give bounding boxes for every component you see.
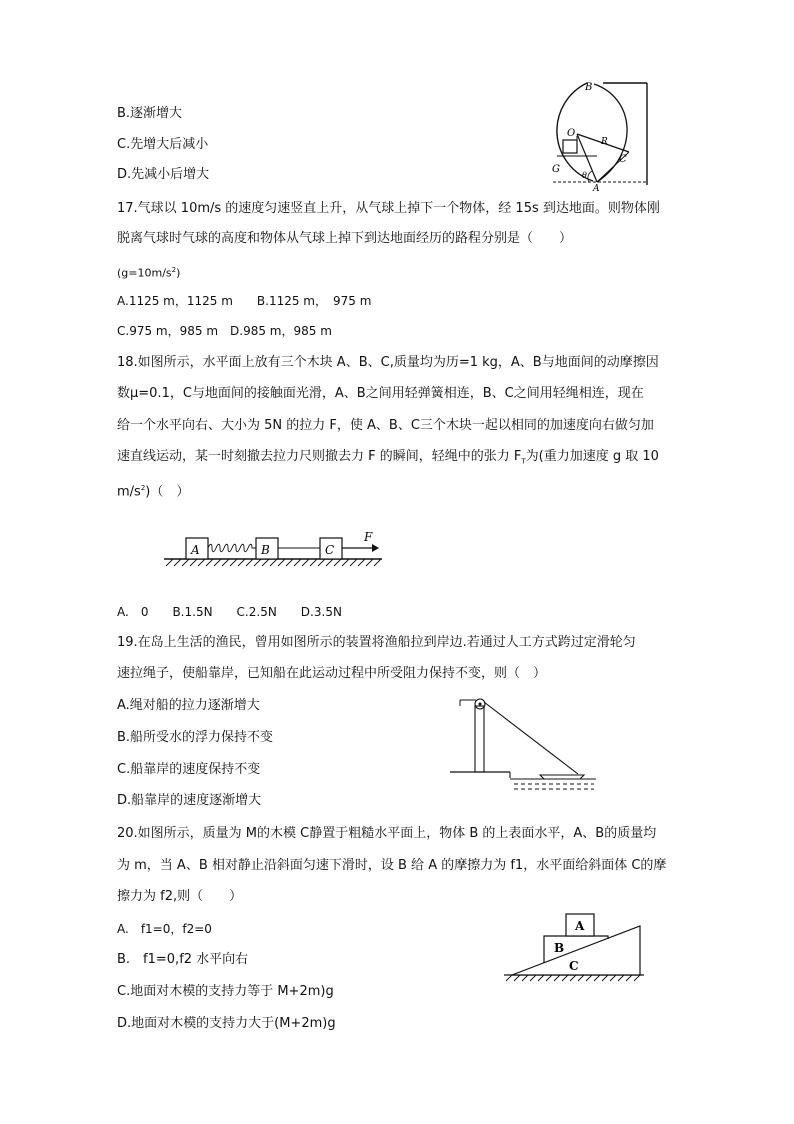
q19-option-a: A.绳对船的拉力逐渐增大 xyxy=(117,698,260,713)
q16-label-g: G xyxy=(552,164,560,175)
q20-label-b: B xyxy=(554,941,565,955)
q20-option-a: A. f1=0，f2=0 xyxy=(117,922,212,936)
q16-label-r: R xyxy=(601,137,608,147)
q16-label-o: O xyxy=(567,128,576,139)
q18-stem-line4: 速直线运动，某一时刻撤去拉力尺则撤去力 F 的瞬间，轻绳中的张力 $F_T$为(重力加速度 g 取 10 xyxy=(117,449,659,466)
q17-stem-line1: 17.气球以 10m/s 的速度匀速竖直上升，从气球上掉下一个物体，经 15s 到达地面。则物体刚 xyxy=(117,201,660,216)
q16-option-c: C.先增大后减小 xyxy=(117,137,209,152)
q16-label-a: A xyxy=(593,184,600,193)
q17-options-ab: A.1125 m，1125 m B.1125 m， 975 m xyxy=(117,294,372,308)
q18-stem-line3: 给一个水平向右、大小为 5N 的拉力 F，使 A、B、C三个木块一起以相同的加速度向右做匀加 xyxy=(117,418,654,433)
q20-stem-line3: 擦力为 f2,则（ ） xyxy=(117,889,243,904)
q18-options: A. 0 B.1.5N C.2.5N D.3.5N xyxy=(117,605,342,619)
q16-label-theta: θ xyxy=(582,171,587,180)
q16-label-b: B xyxy=(585,82,593,93)
q16-label-c: C xyxy=(619,154,627,165)
q18-stem-line1: 18.如图所示，水平面上放有三个木块 A、B、C,质量均为历=1 kg，A、B与地面间的动摩擦因 xyxy=(117,355,659,370)
q20-option-d: D.地面对木模的支持力大于(M+2m)g xyxy=(117,1016,336,1031)
q20-option-b: B. f1=0,f2 水平向右 xyxy=(117,952,249,967)
q20-stem-line2: 为 m，当 A、B 相对静止沿斜面匀速下滑时，设 B 给 A 的摩擦力为 f1，水平面给斜面体 C的摩 xyxy=(117,858,667,873)
q16-option-d: D.先减小后增大 xyxy=(117,167,210,182)
q16-figure xyxy=(545,78,655,193)
q18-stem-line5: $m/s^2$)（ ） xyxy=(117,484,190,500)
q20-stem-line1: 20.如图所示，质量为 M的木模 C静置于粗糙水平面上，物体 B 的上表面水平，A、B的质量均 xyxy=(117,826,657,841)
q20-label-c: C xyxy=(569,959,579,973)
q20-figure xyxy=(500,908,650,986)
q19-option-d: D.船靠岸的速度逐渐增大 xyxy=(117,793,262,808)
q17-g-note: $(g=10m/s^2)$ xyxy=(117,266,181,280)
q17-options-cd: C.975 m，985 m D.985 m，985 m xyxy=(117,324,332,338)
q19-stem-line1: 19.在岛上生活的渔民，曾用如图所示的装置将渔船拉到岸边.若通过人工方式跨过定滑轮匀 xyxy=(117,635,636,650)
q18-stem-line2: 数μ=0.1，C与地面间的接触面光滑，A、B之间用轻弹簧相连，B、C之间用轻绳相连，现在 xyxy=(117,386,644,401)
q19-figure xyxy=(448,688,598,793)
q18-label-a: A xyxy=(191,543,200,557)
q18-label-c: C xyxy=(325,543,335,557)
q19-stem-line2: 速拉绳子，使船靠岸，已知船在此运动过程中所受阻力保持不变，则（ ） xyxy=(117,666,547,681)
q18-label-b: B xyxy=(261,543,270,557)
q18-figure xyxy=(160,528,390,572)
q20-option-c: C.地面对木模的支持力等于 M+2m)g xyxy=(117,984,334,999)
q19-option-c: C.船靠岸的速度保持不变 xyxy=(117,762,261,777)
q20-label-a: A xyxy=(575,919,585,933)
q16-option-b: B.逐渐增大 xyxy=(117,106,183,121)
q19-option-b: B.船所受水的浮力保持不变 xyxy=(117,730,274,745)
q18-label-f: F xyxy=(364,530,373,544)
q17-stem-line2: 脱离气球时气球的高度和物体从气球上掉下到达地面经历的路程分别是（ ） xyxy=(117,231,573,246)
